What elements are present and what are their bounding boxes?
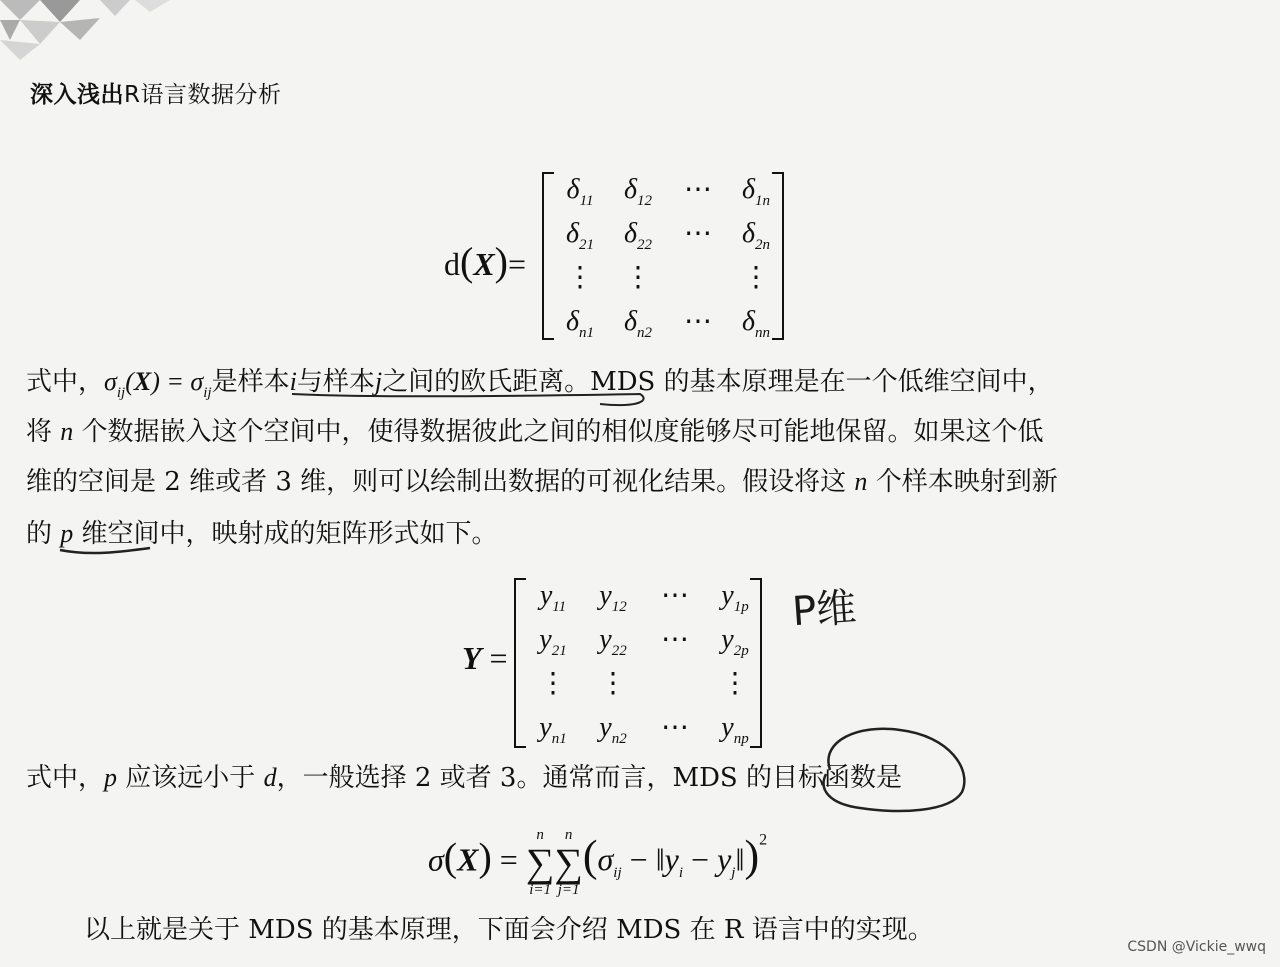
sum-j-top: n [564,827,573,843]
eq1-cell: $\delta_{nn}$ [741,306,770,341]
eq3-power: 2 [759,831,768,849]
text: 的 [26,519,53,549]
eq2-cell: $y_{11}$ [539,580,567,615]
text: 个数据嵌入这个空间中，使得数据彼此之间的相似度能够尽可能地保留。如果这个低 [81,417,1044,447]
eq1-cell: ⋮ [566,262,594,293]
text: 之间的欧氏距离。MDS 的基本原理是在一个低维空间中， [382,367,1054,397]
eq1-cell: ⋯ [684,306,712,337]
text: j [374,367,383,396]
text: i [289,367,297,396]
text: p [60,519,74,548]
sigma-ij-x: $\sigma_{ij}(X) = \sigma_{ij}$ [104,367,212,401]
eq2-cell: ⋮ [539,668,567,699]
sum-i: n ∑ i=1 [525,827,555,898]
sum-i-top: n [536,827,544,843]
eq2-cell: $y_{12}$ [599,580,627,615]
paragraph-1-line-2 [26,406,1044,458]
text: 应该远小于 [125,763,256,793]
text: 个样本映射到新 [875,467,1058,497]
eq1-cell: $\delta_{n2}$ [623,306,652,341]
text: n [60,417,74,446]
text: 式中， [26,367,105,397]
watermark: CSDN @Vickie_wwq [1127,939,1266,955]
eq1-var: X [473,246,495,282]
eq3-objective: σ(X) = n ∑ i=1 n ∑ j=1 ($\sigma_{ij}$ − $‖y_i$ − $y_j‖)^2$ [428,827,768,898]
eq1-cell: $\delta_{21}$ [565,218,594,253]
eq2-cell: ⋯ [661,712,689,743]
text: 将 [26,417,53,447]
paragraph-2 [26,752,902,804]
eq2-cell: $y_{1p}$ [721,580,749,615]
paragraph-3: 以上就是关于 MDS 的基本原理，下面会介绍 MDS 在 R 语言中的实现。 [84,915,934,945]
eq2-var: Y [462,640,482,676]
text: 式中， [26,763,105,793]
handwritten-note: P维 [790,584,858,636]
header-rest: R语言数据分析 [124,82,282,108]
eq2-cell: $y_{21}$ [539,624,567,659]
eq3-sigma: σ [428,841,444,878]
eq1-cell: $\delta_{12}$ [623,174,652,209]
text: d [263,763,277,792]
text: 维空间中，映射成的矩阵形式如下。 [81,519,498,549]
eq1-cell: $\delta_{n1}$ [565,306,594,341]
eq1-cell: ⋮ [742,262,770,293]
eq2-cell: ⋮ [721,668,749,699]
eq1-matrix [552,168,784,344]
eq2-cell: $y_{n1}$ [539,712,567,747]
header-bold: 深入浅出 [30,82,124,108]
eq2-lhs: Y = [462,640,508,676]
text: n [854,467,868,496]
eq2-cell: $y_{22}$ [599,624,627,659]
eq2-cell: $y_{np}$ [721,712,749,747]
eq2-cell: ⋯ [661,580,689,611]
sum-i-bottom: i=1 [529,882,551,898]
text: 与样本 [296,367,375,397]
eq1-cell: $\delta_{1n}$ [741,174,770,209]
eq1-cell: $\delta_{22}$ [623,218,652,253]
corner-pattern-icon [0,0,180,60]
eq2-cell: $y_{n2}$ [599,712,627,747]
eq2-cell: $y_{2p}$ [721,624,749,659]
eq1-cell: $\delta_{2n}$ [741,218,770,253]
eq1-cell: $\delta_{11}$ [566,174,594,209]
paragraph-1-line-4 [26,508,498,560]
eq1-lhs: d(X)= [444,239,527,284]
eq1-cell: ⋮ [624,262,652,293]
text: ，一般选择 2 或者 3。通常而言，MDS 的目标函数是 [276,763,902,793]
eq2-cell [644,662,706,706]
sum-j: n ∑ j=1 [554,827,583,898]
text: 是样本 [211,367,290,397]
sum-j-bottom: j=1 [557,882,580,898]
eq2-cell: ⋯ [661,624,689,655]
text: p [104,763,118,792]
eq1-cell [668,256,728,300]
eq2-cell: ⋮ [599,668,627,699]
eq3-var: X [457,841,479,878]
eq1-cell: ⋯ [684,218,712,249]
book-header [30,76,281,109]
paragraph-1-line-3 [26,456,1058,508]
eq1-d: d [444,246,460,282]
eq1-cell: ⋯ [684,174,712,205]
text: 维的空间是 2 维或者 3 维，则可以绘制出数据的可视化结果。假设将这 [26,467,847,497]
eq2-matrix [524,574,764,750]
